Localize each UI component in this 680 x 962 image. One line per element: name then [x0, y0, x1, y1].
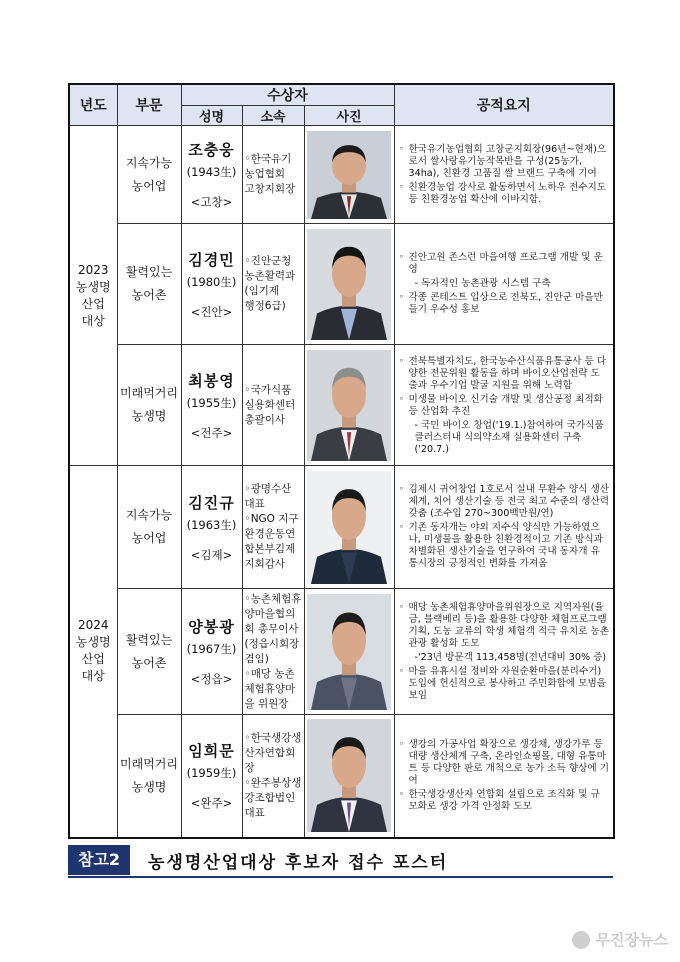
affiliation-cell: [242, 715, 304, 838]
category-line: 지속가능: [125, 508, 173, 522]
birth-year: (1963生): [186, 517, 237, 532]
category-cell: [117, 345, 181, 466]
category-line: 농어촌: [131, 655, 167, 670]
header-awardee: 수상자: [181, 84, 394, 106]
category-line: 미래먹거리: [120, 386, 178, 400]
year-line: 산업: [81, 296, 105, 311]
category-cell: [117, 589, 181, 715]
achievements-cell: [394, 466, 614, 589]
header-category: 부문: [117, 84, 181, 126]
awardee-row: [69, 466, 614, 589]
affiliation-cell: [242, 466, 304, 589]
portrait-photo: [307, 594, 391, 710]
achievement-bullet: ◦ 전북특별자치도, 한국농수산식품유통공사 등 다양한 전문위원 활동을 하며 바이오산업전략 도출과 우수기업 발굴 지원을 위해 노력함: [399, 356, 610, 392]
header-achievements: 공적요지: [394, 84, 614, 126]
year-line: 농생명: [75, 279, 111, 294]
category-line: 농어업: [131, 178, 167, 193]
affiliation-line: 실용화센터: [244, 398, 296, 411]
portrait-photo: [307, 471, 391, 584]
birth-year: (1943生): [186, 165, 237, 179]
category-line: 활력있는: [125, 265, 173, 279]
affiliation-cell: [242, 345, 304, 466]
affiliation-line: ◦한국유기: [244, 153, 292, 165]
watermark-text: 무진장뉴스: [595, 931, 668, 949]
region: <정읍>: [190, 672, 233, 686]
affiliation-line: ◦농촌체험휴양마을협의회 총무이사 (정읍시회장 겸임): [244, 592, 302, 665]
category-cell: [117, 715, 181, 838]
year-line: 대상: [81, 669, 105, 684]
affiliation-line: 고창지회장: [244, 183, 296, 195]
affiliation-line: ◦광명수산: [244, 483, 292, 495]
header-name: 성명: [181, 106, 242, 126]
name-cell: [181, 126, 242, 224]
achievement-bullet: ◦ 한국유기농업협회 고창군지회장(96년~현재)으로서 쌀사랑유기농작목반을 구성(25농가, 34ha), 친환경 고품질 쌀 브랜드 구축에 기여: [399, 144, 610, 180]
achievement-bullet: ◦ 마을 유휴시설 정비와 자원순환마을(분리수거) 도입에 헌신적으로 봉사하고 주민화합에 모범을 보임: [399, 666, 610, 702]
birth-year: (1967生): [186, 642, 237, 656]
affiliation-line: 행정6급): [244, 300, 286, 312]
awardee-row: [69, 224, 614, 345]
year-line: 농생명: [75, 635, 111, 650]
category-line: 농어업: [131, 531, 167, 545]
awardee-row: [69, 589, 614, 715]
awardee-row: [69, 715, 614, 838]
name-cell: [181, 715, 242, 838]
portrait-photo: [307, 350, 391, 461]
affiliation-line: ◦국가식품: [244, 383, 292, 396]
achievement-bullet: ◦ 생강의 가공사업 확장으로 생강채, 생강가루 등 대량 생산체계 구축, 온라인쇼핑몰, 대형 유통마트 등 다양한 판로 개척으로 농가 소득 향상에 기여: [399, 739, 610, 787]
awardee-name: 최봉영: [188, 371, 235, 390]
category-line: 농어촌: [131, 288, 167, 302]
reference-underline: [68, 876, 613, 878]
name-cell: [181, 345, 242, 466]
header-affiliation: 소속: [242, 106, 304, 126]
region: <전주>: [190, 425, 233, 440]
watermark-logo-icon: [572, 931, 590, 949]
category-line: 농생명: [131, 779, 167, 794]
achievement-bullet: ◦ 한국생강생산자 연합회 설립으로 조직화 및 규모화로 생강 가격 안정화 도모: [399, 789, 610, 813]
affiliation-line: 대표: [244, 498, 265, 510]
reference-heading: [68, 845, 448, 875]
reference-title: 농생명산업대상 후보자 접수 포스터: [148, 852, 449, 873]
achievement-subitem: - 독자적인 농촌관광 시스템 구축: [414, 278, 551, 289]
region: <진안>: [190, 304, 233, 319]
category-cell: [117, 466, 181, 589]
achievement-bullet: ◦ 각종 콘테스트 입상으로 전북도, 진안군 마을만들기 우수성 홍보: [399, 292, 610, 316]
year-cell: [69, 126, 117, 466]
affiliation-line: 총괄이사: [244, 413, 286, 426]
year-line: 2024: [77, 618, 109, 633]
affiliation-line: 농업협회: [244, 168, 286, 180]
photo-cell: [304, 126, 394, 224]
affiliation-line: ◦한국생강생산자연합회장: [244, 731, 302, 774]
portrait-photo: [307, 719, 391, 832]
birth-year: (1980生): [186, 274, 237, 289]
achievement-subitem: -'23년 방문객 113,458명(전년대비 30% 증): [414, 651, 607, 663]
birth-year: (1959生): [186, 766, 237, 781]
photo-cell: [304, 589, 394, 715]
name-cell: [181, 466, 242, 589]
awards-body: [69, 126, 614, 838]
achievements-cell: [394, 345, 614, 466]
affiliation-line: 농촌활력과: [244, 270, 296, 282]
achievement-bullet: ◦ 친환경농업 강사로 활동하면서 노하우 전수지도 등 친환경농업 확산에 이바지함.: [399, 182, 610, 206]
year-line: 대상: [81, 313, 105, 328]
affiliation-line: (임기제: [244, 285, 280, 297]
affiliation-cell: [242, 224, 304, 345]
achievement-bullet: ◦ 매당 농촌체험휴양마을위원장으로 지역자원(율금, 블랙베리 등)을 활용한 다양한 체험프로그램 기획, 도농 교류의 학생 체험객 적극 유치로 농촌관광 활성화 도모: [399, 602, 610, 650]
portrait-photo: [307, 229, 391, 340]
awardee-name: 양봉광: [188, 618, 235, 636]
year-cell: [69, 466, 117, 838]
category-line: 활력있는: [125, 632, 173, 647]
affiliation-cell: [242, 126, 304, 224]
header-year: 년도: [69, 84, 117, 126]
awardee-row: [69, 345, 614, 466]
photo-cell: [304, 466, 394, 589]
achievement-subitem: - 국민 바이오 창업('19.1.)참여하여 국가식품 클러스터내 식의약소재 실용화센터 구축('20.7.): [414, 419, 604, 455]
affiliation-line: ◦매당 농촌체험휴양마을 위원장: [244, 667, 296, 710]
affiliation-line: ◦진안군청: [244, 255, 292, 267]
affiliation-line: ◦완주봉상생강조합법인대표: [244, 776, 302, 819]
achievements-cell: [394, 126, 614, 224]
awardee-name: 조충웅: [188, 141, 235, 159]
category-cell: [117, 126, 181, 224]
awardee-name: 임희문: [188, 742, 235, 761]
achievement-bullet: ◦ 김제시 귀어창업 1호로서 실내 무환수 양식 생산 체계, 치어 생산기술 등 전국 최고 수준의 생산력 갖춤 (조수입 270~300백만원/연): [399, 484, 610, 520]
category-line: 지속가능: [125, 155, 173, 170]
awardee-name: 김경민: [188, 250, 235, 269]
awardee-row: [69, 126, 614, 224]
achievement-bullet: ◦ 기존 동자개는 야외 지수식 양식만 가능하였으나, 미생물을 활용한 친환경적이고 기존 방식과 차별화된 생산기술을 연구하여 국내 동자개 유통시장의 긍정적인 변화를 가져옴: [399, 522, 610, 570]
photo-cell: [304, 224, 394, 345]
photo-cell: [304, 715, 394, 838]
portrait-photo: [307, 131, 391, 219]
awardee-name: 김진규: [188, 493, 235, 512]
region: <고창>: [190, 195, 233, 209]
photo-cell: [304, 345, 394, 466]
year-line: 2023: [77, 262, 109, 277]
awards-table: [68, 83, 615, 839]
year-line: 산업: [81, 652, 105, 667]
affiliation-cell: [242, 589, 304, 715]
region: <완주>: [190, 796, 233, 811]
reference-tag: 참고2: [68, 845, 130, 875]
watermark: [572, 929, 668, 950]
header-photo: 사진: [304, 106, 394, 126]
category-line: 농생명: [131, 409, 167, 423]
achievements-cell: [394, 224, 614, 345]
achievements-cell: [394, 589, 614, 715]
category-line: 미래먹거리: [120, 756, 178, 771]
category-cell: [117, 224, 181, 345]
achievement-bullet: ◦ 미생물 바이오 신기술 개발 및 생산공정 최적화 등 산업화 추진: [399, 394, 610, 418]
achievement-bullet: ◦ 진안고원 존스런 마을여행 프로그램 개발 및 운영: [399, 252, 610, 276]
birth-year: (1955生): [186, 395, 237, 410]
name-cell: [181, 224, 242, 345]
name-cell: [181, 589, 242, 715]
affiliation-line: ◦NGO 지구환경운동연합본부김제지회감사: [244, 513, 299, 570]
achievements-cell: [394, 715, 614, 838]
region: <김제>: [190, 547, 233, 562]
